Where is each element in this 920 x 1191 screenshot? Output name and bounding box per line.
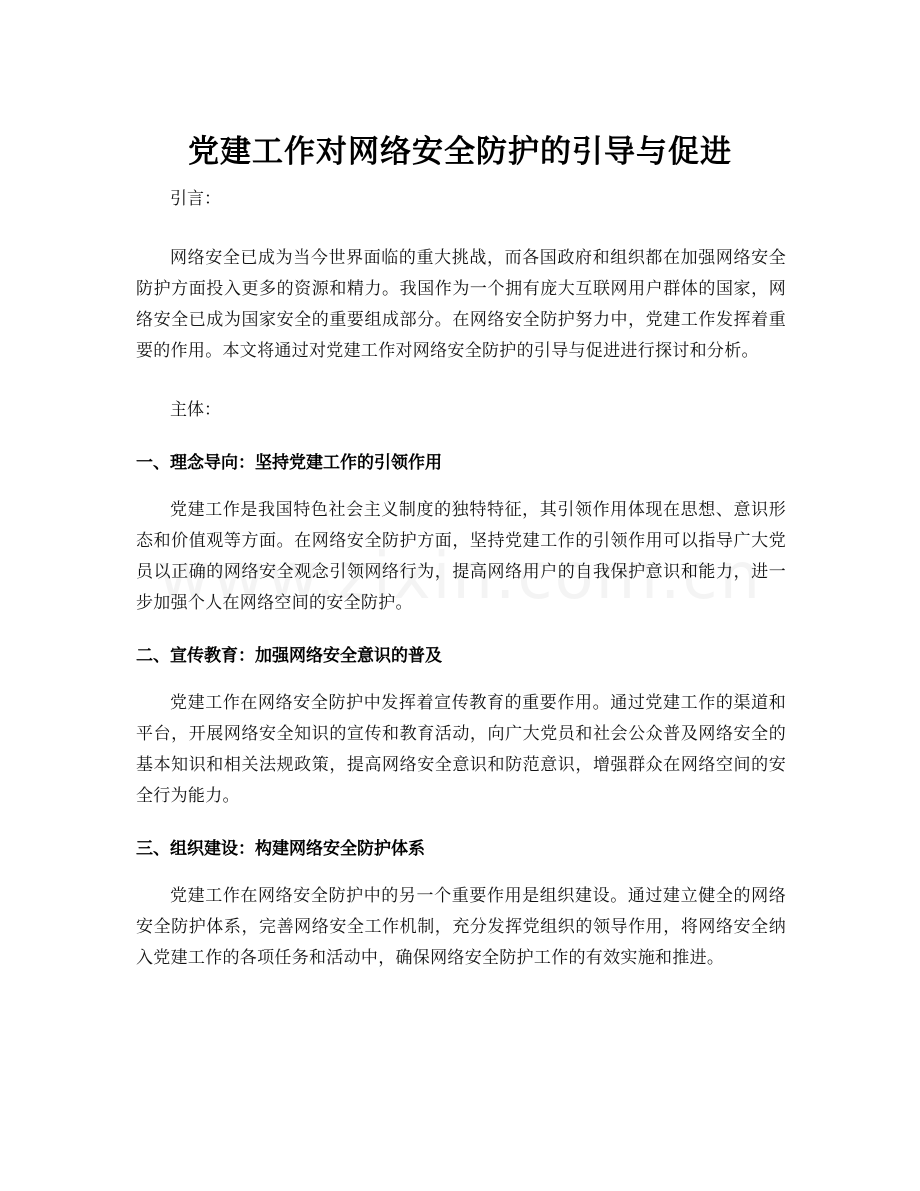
intro-paragraph: 网络安全已成为当今世界面临的重大挑战，而各国政府和组织都在加强网络安全防护方面投入更多的资源和精力。我国作为一个拥有庞大互联网用户群体的国家，网络安全已成为国家安全的重要组成部分。在网络安全防护努力中，党建工作发挥着重要的作用。本文将通过对党建工作对网络安全防护的引导与促进进行探讨和分析。 xyxy=(136,248,786,361)
section-paragraph-1: 党建工作是我国特色社会主义制度的独特特征，其引领作用体现在思想、意识形态和价值观等方面。在网络安全防护方面，坚持党建工作的引领作用可以指导广大党员以正确的网络安全观念引领网络行为，提高网络用户的自我保护意识和能力，进一步加强个人在网络空间的安全防护。 xyxy=(136,500,786,613)
section-paragraph-2: 党建工作在网络安全防护中发挥着宣传教育的重要作用。通过党建工作的渠道和平台，开展网络安全知识的宣传和教育活动，向广大党员和社会公众普及网络安全的基本知识和相关法规政策，提高网络安全意识和防范意识，增强群众在网络空间的安全行为能力。 xyxy=(136,693,786,806)
document-body xyxy=(136,184,786,974)
body-label: 主体： xyxy=(170,400,221,420)
section-paragraph-3: 党建工作在网络安全防护中的另一个重要作用是组织建设。通过建立健全的网络安全防护体系，完善网络安全工作机制，充分发挥党组织的领导作用，将网络安全纳入党建工作的各项任务和活动中，确保网络安全防护工作的有效实施和推进。 xyxy=(136,886,786,968)
section-heading-1: 一、理念导向：坚持党建工作的引领作用 xyxy=(136,453,442,473)
section-heading-3: 三、组织建设：构建网络安全防护体系 xyxy=(136,839,425,859)
section-heading-2: 二、宣传教育：加强网络安全意识的普及 xyxy=(136,646,442,666)
document-title: 党建工作对网络安全防护的引导与促进 xyxy=(188,133,732,170)
intro-label: 引言： xyxy=(170,189,221,209)
